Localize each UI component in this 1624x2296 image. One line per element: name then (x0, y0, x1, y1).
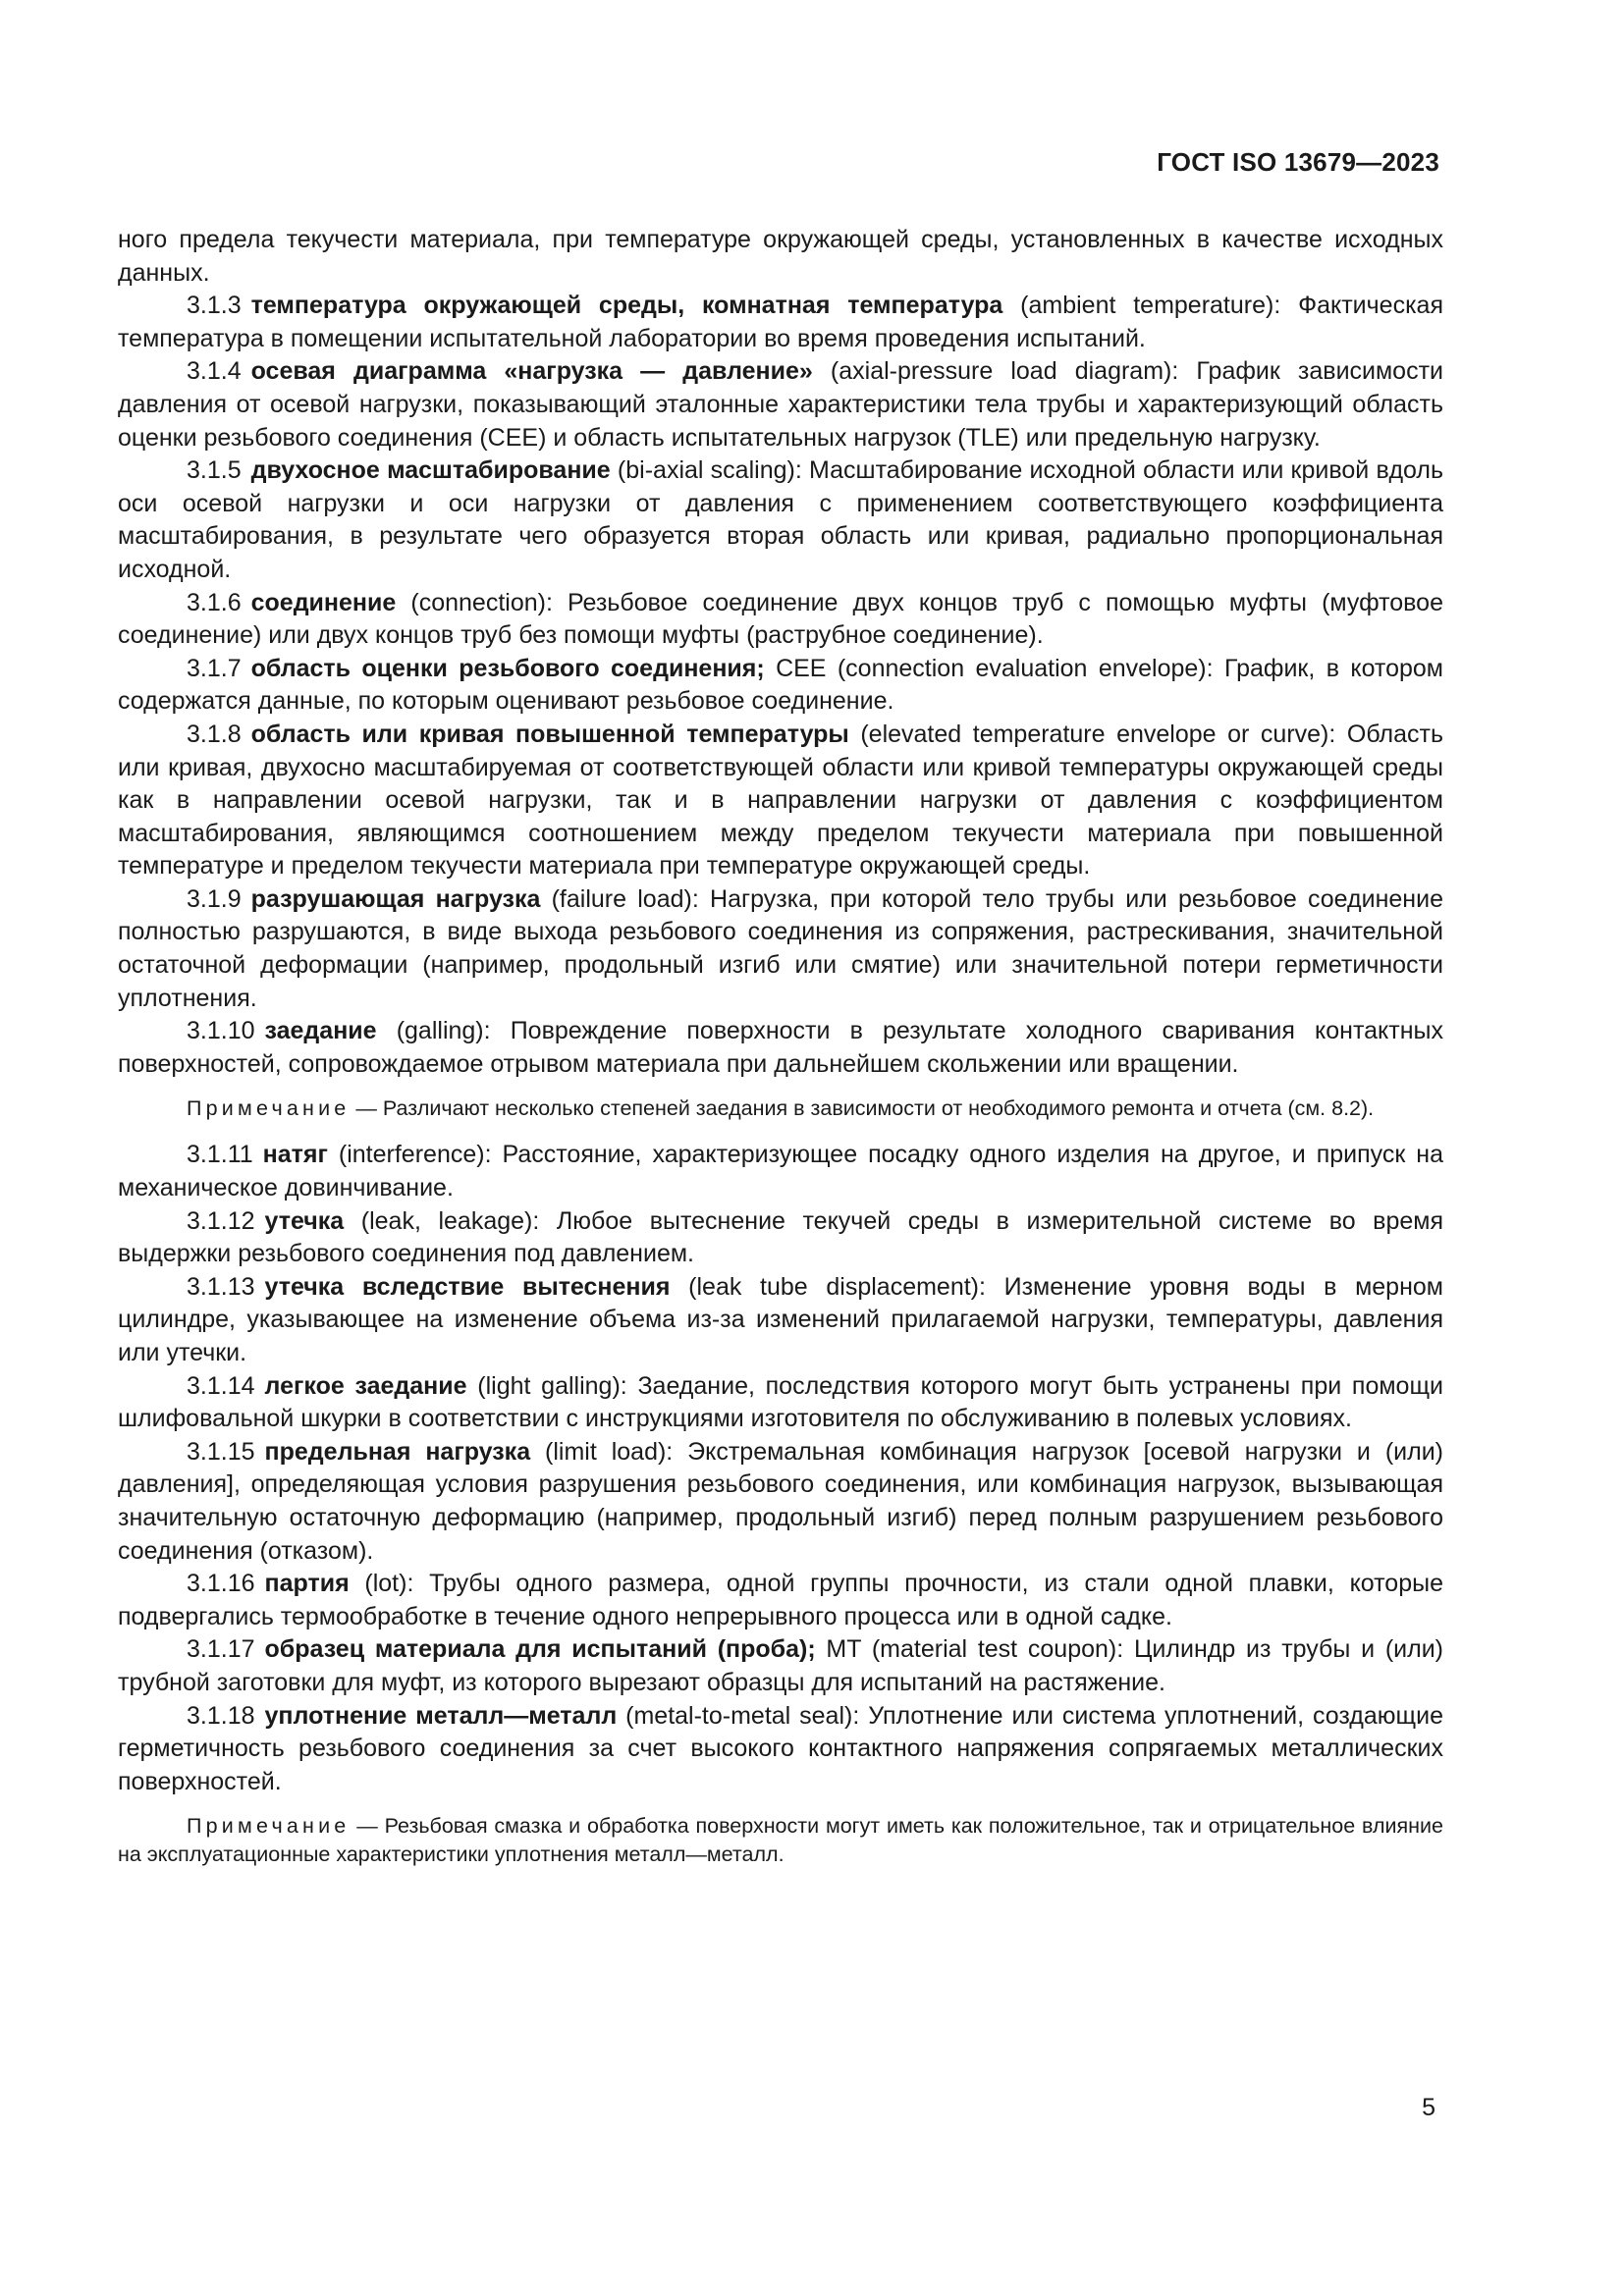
term-definition (118, 883, 1443, 1015)
term-name: утечка вследствие вытеснения (264, 1272, 671, 1301)
term-number: 3.1.15 (187, 1437, 255, 1466)
term-definition (118, 454, 1443, 586)
term-definition (118, 1139, 1443, 1204)
term-number: 3.1.3 (187, 292, 242, 320)
terms-list-2 (118, 1139, 1443, 1798)
term-definition (118, 1568, 1443, 1633)
term-text: MT (material test coupon): Цилиндр из трубы и (или) трубной заготовки для муфт, из которого вырезают образцы для испытаний на растяжение. (118, 1635, 1443, 1696)
term-name: партия (264, 1570, 350, 1598)
term-text: (light galling): Заедание, последствия которого могут быть устранены при помощи шлифовальной шкурки в соответствии с инструкциями изготовителя по обслуживанию в полевых условиях. (118, 1371, 1443, 1433)
term-text: (limit load): Экстремальная комбинация нагрузок [осевой нагрузки и (или) давления], определяющая условия разрушения резьбового соединения, или комбинация нагрузок, вызывающая значительную остаточную деформацию (например, продольный изгиб) перед полным разрушением резьбового соединения (отказом). (118, 1437, 1443, 1565)
term-definition (118, 1700, 1443, 1799)
term-text: (interference): Расстояние, характеризующее посадку одного изделия на другое, и припуск на механическое довинчивание. (118, 1141, 1443, 1202)
term-text: (axial-pressure load diagram): График зависимости давления от осевой нагрузки, показывающий эталонные характеристики тела трубы и характеризующий область оценки резьбового соединения (CEE) и область испытательных нагрузок (TLE) или предельную нагрузку. (118, 357, 1443, 452)
note-label: Примечание (187, 1096, 351, 1121)
term-text: (failure load): Нагрузка, при которой тело трубы или резьбовое соединение полностью разрушаются, в виде выхода резьбового соединения из сопряжения, растрескивания, значительной остаточной деформации (например, продольный изгиб или смятие) или значительной потери герметичности уплотнения. (118, 884, 1443, 1012)
term-number: 3.1.11 (187, 1141, 253, 1169)
term-number: 3.1.12 (187, 1206, 255, 1235)
term-text: (connection): Резьбовое соединение двух концов труб с помощью муфты (муфтовое соединение) или двух концов труб без помощи муфты (раструбное соединение). (118, 588, 1443, 650)
term-name: область оценки резьбового соединения; (250, 654, 765, 682)
term-name: образец материала для испытаний (проба); (264, 1635, 816, 1664)
term-number: 3.1.17 (187, 1635, 255, 1664)
term-definition (118, 1015, 1443, 1081)
note-seal (118, 1812, 1443, 1869)
term-definition (118, 355, 1443, 454)
page-number: 5 (1422, 2094, 1435, 2121)
term-number: 3.1.9 (187, 884, 242, 913)
note-galling (118, 1095, 1443, 1123)
term-number: 3.1.6 (187, 588, 242, 616)
term-definition (118, 719, 1443, 883)
term-definition (118, 1633, 1443, 1699)
note-text: — Различают несколько степеней заедания в зависимости от необходимого ремонта и отчета (см. 8.2). (350, 1096, 1375, 1121)
term-definition (118, 1370, 1443, 1436)
term-definition (118, 653, 1443, 719)
term-text: (lot): Трубы одного размера, одной группы прочности, из стали одной плавки, которые подвергались термообработке в течение одного непрерывного процесса или в одной садке. (118, 1570, 1443, 1630)
term-definition (118, 1205, 1443, 1271)
term-name: осевая диаграмма «нагрузка — давление» (250, 357, 813, 386)
term-number: 3.1.7 (187, 654, 242, 682)
term-number: 3.1.5 (187, 456, 242, 485)
term-text: (bi-axial scaling): Масштабирование исходной области или кривой вдоль оси осевой нагрузки и оси нагрузки от давления с применением соответствующего коэффициента масштабирования, в результате чего образуется вторая область или кривая, радиально пропорциональная исходной. (118, 456, 1444, 583)
term-name: натяг (262, 1141, 328, 1169)
term-number: 3.1.4 (187, 357, 242, 386)
term-name: легкое заедание (264, 1371, 467, 1400)
term-definition (118, 1271, 1443, 1370)
term-definition (118, 587, 1443, 653)
term-text: (elevated temperature envelope or curve): Область или кривая, двухосно масштабируемая от соответствующей области или кривой температуры окружающей среды как в направлении осевой нагрузки, так и в направлении нагрузки от давления с коэффициентом масштабирования, являющимся соотношением между пределом текучести материала при повышенной температуре и пределом текучести материала при температуре окружающей среды. (118, 720, 1444, 881)
term-text: (leak tube displacement): Изменение уровня воды в мерном цилиндре, указывающее на изменение объема из-за изменений прилагаемой нагрузки, температуры, давления или утечки. (118, 1272, 1443, 1366)
term-number: 3.1.18 (187, 1701, 255, 1730)
term-definition (118, 290, 1443, 355)
term-number: 3.1.14 (187, 1371, 255, 1400)
document-body (118, 224, 1443, 1885)
term-name: температура окружающей среды, комнатная температура (250, 292, 1003, 320)
term-name: соединение (250, 588, 397, 616)
continuation-paragraph: ного предела текучести материала, при температуре окружающей среды, установленных в качестве исходных данных. (118, 226, 1443, 287)
term-name: заедание (264, 1017, 377, 1045)
term-name: область или кривая повышенной температуры (250, 720, 849, 748)
term-name: утечка (264, 1206, 345, 1235)
term-text: (galling): Повреждение поверхности в результате холодного сваривания контактных поверхностей, сопровождаемое отрывом материала при дальнейшем скольжении или вращении. (118, 1017, 1443, 1078)
term-number: 3.1.13 (187, 1272, 255, 1301)
term-number: 3.1.8 (187, 720, 242, 748)
term-definition (118, 1436, 1443, 1568)
term-text: (ambient temperature): Фактическая температура в помещении испытательной лаборатории во время проведения испытаний. (118, 292, 1443, 352)
term-text: CEE (connection evaluation envelope): График, в котором содержатся данные, по которым оценивают резьбовое соединение. (118, 654, 1443, 716)
term-number: 3.1.10 (187, 1017, 255, 1045)
term-name: разрушающая нагрузка (250, 884, 541, 913)
term-text: (leak, leakage): Любое вытеснение текучей среды в измерительной системе во время выдержки резьбового соединения под давлением. (118, 1206, 1443, 1268)
document-header: ГОСТ ISO 13679—2023 (1157, 147, 1439, 177)
term-name: двухосное масштабирование (250, 456, 611, 485)
term-name: уплотнение металл—металл (264, 1701, 618, 1730)
terms-list-1 (118, 290, 1443, 1081)
term-text: (metal-to-metal seal): Уплотнение или система уплотнений, создающие герметичность резьбового соединения за счет высокого контактного напряжения сопрягаемых металлических поверхностей. (118, 1701, 1443, 1795)
note-label: Примечание (187, 1814, 351, 1839)
term-name: предельная нагрузка (264, 1437, 531, 1466)
note-text: — Резьбовая смазка и обработка поверхности могут иметь как положительное, так и отрицательное влияние на эксплуатационные характеристики уплотнения металл—металл. (118, 1814, 1443, 1867)
term-number: 3.1.16 (187, 1570, 255, 1598)
